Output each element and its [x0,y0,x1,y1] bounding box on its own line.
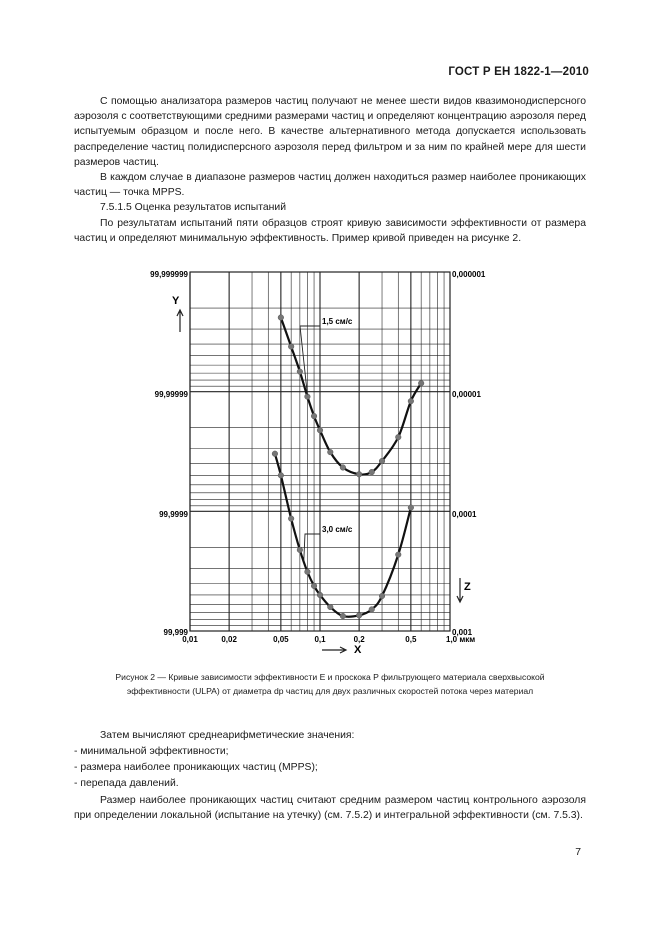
intro-paragraph-3: По результатам испытаний пяти образцов строят кривую зависимости эффективности от размера частиц и определяют минимальную эффективность. Пример кривой приведен на рисунке 2. [74,217,586,244]
x-tick-label: 0,02 [221,635,237,644]
data-point [278,315,284,321]
data-point [305,394,311,400]
list-item-1: - минимальной эффективности; [74,746,229,757]
data-point [395,434,401,440]
closing-text [74,793,586,823]
data-point [369,469,375,475]
chart-curves [272,315,424,619]
data-point [356,613,362,619]
data-point [379,458,385,464]
averages-lead: Затем вычисляют среднеарифметические значения: [100,730,355,741]
efficiency-chart [0,260,661,660]
y-axis-label: Y [172,295,180,307]
left-tick-label-2: 99,99999 [154,390,188,399]
averages-block [74,728,586,792]
document-header: ГОСТ Р ЕН 1822-1—2010 [448,66,589,78]
data-point [297,547,303,553]
data-point [317,427,323,433]
figure-caption [74,670,586,698]
data-point [408,398,414,404]
right-tick-label-4: 0,001 [452,628,473,637]
left-tick-label-4: 99,999 [163,628,188,637]
left-tick-label-3: 99,9999 [159,510,188,519]
data-point [272,451,278,457]
list-item-2: - размера наиболее проникающих частиц (MPPS); [74,762,318,773]
right-tick-label-3: 0,0001 [452,510,477,519]
data-point [418,380,424,386]
data-point [327,604,333,610]
data-point [311,583,317,589]
data-point [395,552,401,558]
data-point [297,369,303,375]
section-heading: 7.5.1.5 Оценка результатов испытаний [100,202,287,214]
data-point [356,471,362,477]
series-line-2 [275,454,411,617]
page-number: 7 [575,847,581,858]
series-label-1: 1,5 см/с [322,317,353,326]
data-point [408,505,414,511]
y-arrow-icon [177,310,183,332]
closing-paragraph: Размер наиболее проникающих частиц считают средним размером частиц контрольного аэрозоля при определении локальной (испытание на утечку) (см. 7.5.2) и интегральной эффективности (см. 7.5.3). [74,795,586,822]
data-point [305,569,311,575]
x-tick-label: 0,2 [353,635,365,644]
z-arrow-icon [457,578,463,602]
data-point [311,413,317,419]
data-point [340,613,346,619]
x-axis-label: X [354,644,362,656]
caption-line-2: эффективности (ULPA) от диаметра dp частиц для двух различных скоростей потока через материал [126,686,534,696]
caption-line-1: Рисунок 2 — Кривые зависимости эффективности E и проскока P фильтрующего материала сверхвысокой [115,672,545,682]
series-label-2: 3,0 см/с [322,525,353,534]
x-tick-label: 0,5 [405,635,417,644]
data-point [288,516,294,522]
data-point [278,473,284,479]
data-point [288,344,294,350]
data-point [369,607,375,613]
list-item-3: - перепада давлений. [74,778,179,789]
chart-labels [150,270,486,656]
right-tick-label-2: 0,00001 [452,390,481,399]
data-point [317,592,323,598]
right-tick-label-1: 0,000001 [452,270,486,279]
intro-text [74,94,586,246]
z-axis-label: Z [464,581,471,593]
data-point [379,593,385,599]
x-arrow-icon [322,647,346,653]
left-tick-label-1: 99,999999 [150,270,188,279]
x-tick-label: 0,1 [314,635,326,644]
data-point [327,449,333,455]
data-point [340,465,346,471]
intro-paragraph-2: В каждом случае в диапазоне размеров частиц должен находиться размер наиболее проникающих частиц — точка MPPS. [74,172,586,199]
intro-paragraph-1: С помощью анализатора размеров частиц получают не менее шести видов квазимонодисперсного аэрозоля с соответствующими средними размерами частиц и определяют концентрацию аэрозоля перед испытуемым образцом и после него. В качестве альтернативного метода допускается использовать распределение частиц полидисперсного аэрозоля перед фильтром и за ним по крайней мере для шести размеров частиц. [74,96,586,168]
x-tick-label: 0,05 [273,635,289,644]
x-tick-label: 1,0 мкм [446,635,476,644]
x-tick-label: 0,01 [182,635,198,644]
